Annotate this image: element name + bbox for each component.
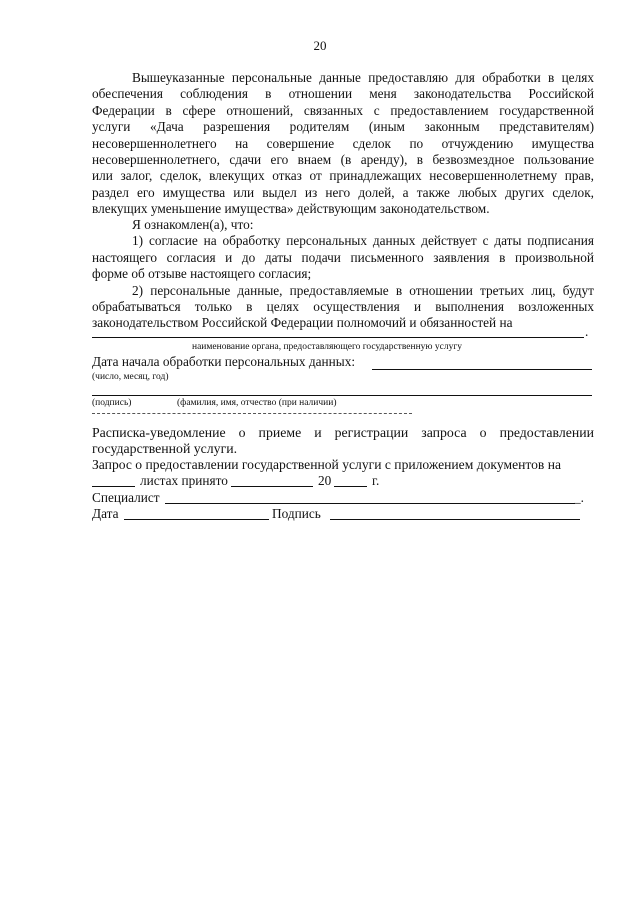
consent-paragraph — [92, 70, 594, 218]
acknowledgement-section — [92, 217, 594, 332]
start-date-field[interactable] — [372, 369, 592, 370]
name-caption: (фамилия, имя, отчество (при наличии) — [177, 398, 337, 408]
acknowledgement-item-2-line: обрабатываться только в целях осуществления и выполнения возложенных — [92, 299, 594, 315]
acknowledgement-item-2-line: законодательством Российской Федерации полномочий и обязанностей на — [92, 315, 513, 331]
consent-line: обеспечения соблюдения в отношении меня законодательства Российской — [92, 86, 594, 102]
page-number: 20 — [313, 38, 327, 53]
received-date-field[interactable] — [231, 486, 313, 487]
consent-line: несовершеннолетнего на совершение сделок по отчуждению имущества — [92, 135, 594, 151]
cut-line — [92, 413, 412, 414]
specialist-label: Специалист — [92, 490, 160, 505]
start-date-label: Дата начала обработки персональных данных: — [92, 354, 356, 369]
acknowledgement-item-1-line: 1) согласие на обработку персональных данных действует с даты подписания — [132, 233, 594, 249]
signature-caption: (подпись) — [92, 398, 132, 408]
consent-line: раздел его имущества или выдел из него долей, а также любых других сделок, — [92, 184, 594, 200]
consent-line: Федерации в сфере отношений, связанных с предоставлением государственной — [92, 102, 594, 118]
year-prefix: 20 — [318, 473, 332, 488]
year-suffix: г. — [372, 473, 380, 488]
authority-caption: наименование органа, предоставляющего государственную услугу — [192, 342, 462, 352]
specialist-field[interactable] — [165, 503, 575, 504]
authority-field[interactable] — [92, 337, 584, 338]
acknowledgement-intro: Я ознакомлен(а), что: — [132, 217, 254, 232]
year-field[interactable] — [334, 486, 367, 487]
acknowledgement-item-1-line: форме об отзыве настоящего согласия; — [92, 266, 312, 282]
sheets-count-field[interactable] — [92, 486, 135, 487]
consent-line: услуги «Дача разрешения родителям (иным законным представителям) — [92, 119, 594, 135]
authority-field-end: . — [585, 324, 589, 339]
receipt-signature-field[interactable] — [330, 519, 580, 520]
receipt-request-line: Запрос о предоставлении государственной услуги с приложением документов на — [92, 457, 562, 472]
receipt-title — [92, 425, 594, 458]
consent-line: Вышеуказанные персональные данные предоставляю для обработки в целях — [132, 70, 594, 85]
signature-name-field[interactable] — [92, 395, 592, 396]
receipt-title-line: Расписка-уведомление о приеме и регистрации запроса о предоставлении — [92, 425, 594, 440]
receipt-date-label: Дата — [92, 506, 119, 521]
acknowledgement-item-2-line: 2) персональные данные, предоставляемые в отношении третьих лиц, будут — [132, 282, 594, 298]
receipt-title-line: государственной услуги. — [92, 441, 238, 457]
consent-line: влекущих уменьшение имущества» действующим законодательством. — [92, 201, 490, 217]
receipt-signature-label: Подпись — [272, 506, 321, 521]
receipt-date-field[interactable] — [124, 519, 269, 520]
sheets-suffix: листах принято — [140, 473, 228, 488]
consent-line: или залог, сделок, влекущих отказ от принадлежащих несовершеннолетнему прав, — [92, 168, 594, 184]
date-caption: (число, месяц, год) — [92, 372, 169, 382]
consent-line: несовершеннолетнего, сдачи его внаем (в аренду), в безвозмездное пользование — [92, 152, 594, 168]
specialist-end: _. — [574, 490, 584, 505]
acknowledgement-item-1-line: настоящего согласия и до даты подачи письменного заявления в произвольной — [92, 249, 594, 265]
